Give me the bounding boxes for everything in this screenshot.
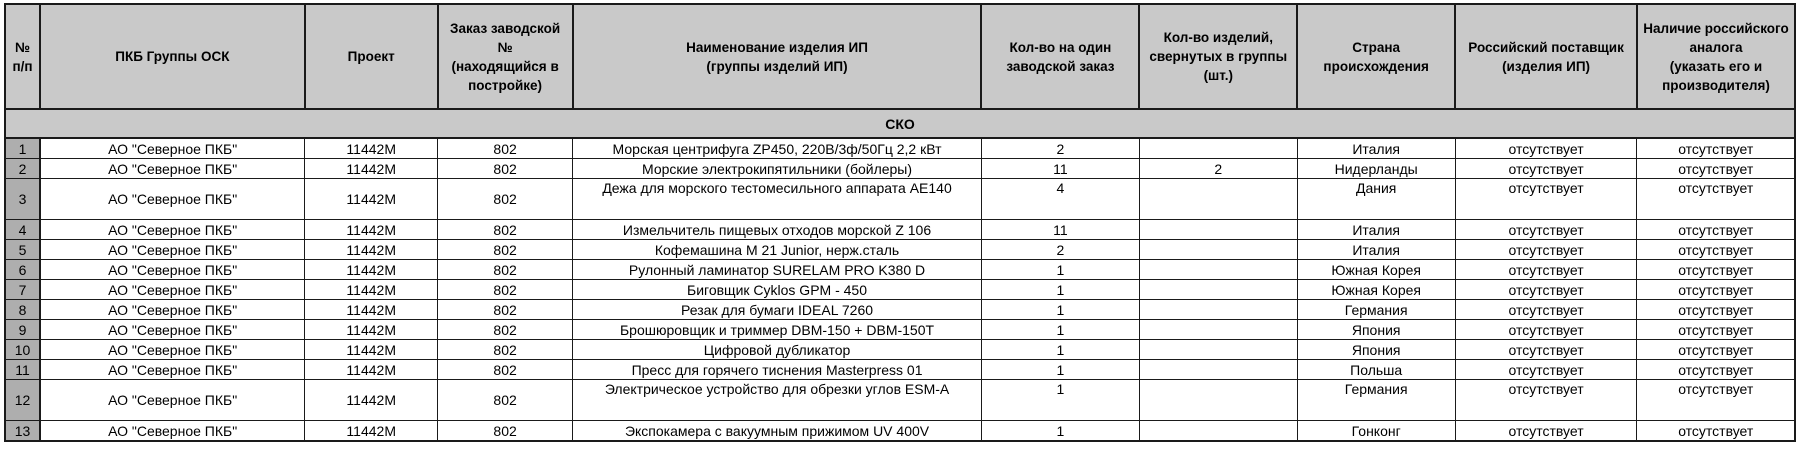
row-number[interactable]: 4 xyxy=(5,220,40,240)
section-label[interactable]: СКО xyxy=(5,109,1795,138)
cell-country[interactable]: Италия xyxy=(1297,240,1455,260)
cell-russian-analog[interactable]: отсутствует xyxy=(1637,280,1795,300)
cell-qty-per-order[interactable]: 1 xyxy=(981,340,1139,360)
cell-order[interactable]: 802 xyxy=(438,380,573,421)
cell-qty-per-order[interactable]: 1 xyxy=(981,320,1139,340)
cell-order[interactable]: 802 xyxy=(438,179,573,220)
table-row xyxy=(5,220,1795,240)
cell-russian-supplier[interactable]: отсутствует xyxy=(1455,260,1637,280)
cell-item-name[interactable]: Резак для бумаги IDEAL 7260 xyxy=(573,300,982,320)
cell-grouped-qty[interactable] xyxy=(1139,179,1297,220)
row-number[interactable]: 11 xyxy=(5,360,40,380)
cell-order[interactable]: 802 xyxy=(438,159,573,179)
cell-project[interactable]: 11442М xyxy=(305,220,438,240)
cell-russian-supplier[interactable]: отсутствует xyxy=(1455,159,1637,179)
table-row xyxy=(5,320,1795,340)
cell-grouped-qty[interactable] xyxy=(1139,300,1297,320)
cell-russian-supplier[interactable]: отсутствует xyxy=(1455,220,1637,240)
cell-russian-analog[interactable]: отсутствует xyxy=(1637,179,1795,220)
table-row xyxy=(5,300,1795,320)
cell-grouped-qty[interactable] xyxy=(1139,260,1297,280)
cell-item-name[interactable]: Дежа для морского тестомесильного аппарата АЕ140 xyxy=(573,179,982,220)
cell-country[interactable]: Италия xyxy=(1297,138,1455,159)
cell-country[interactable]: Япония xyxy=(1297,320,1455,340)
cell-qty-per-order[interactable]: 1 xyxy=(981,421,1139,442)
cell-russian-supplier[interactable]: отсутствует xyxy=(1455,320,1637,340)
cell-russian-analog[interactable]: отсутствует xyxy=(1637,220,1795,240)
cell-project[interactable]: 11442М xyxy=(305,138,438,159)
cell-pkb[interactable]: АО "Северное ПКБ" xyxy=(40,220,305,240)
table-row xyxy=(5,340,1795,360)
cell-russian-analog[interactable]: отсутствует xyxy=(1637,360,1795,380)
cell-grouped-qty[interactable] xyxy=(1139,320,1297,340)
table-row xyxy=(5,360,1795,380)
cell-country[interactable]: Южная Корея xyxy=(1297,260,1455,280)
cell-pkb[interactable]: АО "Северное ПКБ" xyxy=(40,138,305,159)
cell-project[interactable]: 11442М xyxy=(305,360,438,380)
col-header-grouped-qty[interactable]: Кол-во изделий, свернутых в группы (шт.) xyxy=(1139,4,1297,109)
cell-project[interactable]: 11442М xyxy=(305,280,438,300)
cell-country[interactable]: Нидерланды xyxy=(1297,159,1455,179)
table-row xyxy=(5,240,1795,260)
row-number[interactable]: 9 xyxy=(5,320,40,340)
cell-russian-analog[interactable]: отсутствует xyxy=(1637,138,1795,159)
cell-qty-per-order[interactable]: 1 xyxy=(981,300,1139,320)
cell-qty-per-order[interactable]: 11 xyxy=(981,159,1139,179)
cell-pkb[interactable]: АО "Северное ПКБ" xyxy=(40,300,305,320)
cell-grouped-qty[interactable] xyxy=(1139,240,1297,260)
cell-order[interactable]: 802 xyxy=(438,260,573,280)
cell-order[interactable]: 802 xyxy=(438,360,573,380)
cell-grouped-qty[interactable] xyxy=(1139,138,1297,159)
row-number[interactable]: 2 xyxy=(5,159,40,179)
col-header-project[interactable]: Проект xyxy=(305,4,438,109)
cell-project[interactable]: 11442М xyxy=(305,179,438,220)
row-number[interactable]: 3 xyxy=(5,179,40,220)
cell-qty-per-order[interactable]: 1 xyxy=(981,280,1139,300)
cell-item-name[interactable]: Измельчитель пищевых отходов морской Z 106 xyxy=(573,220,982,240)
cell-russian-supplier[interactable]: отсутствует xyxy=(1455,138,1637,159)
cell-pkb[interactable]: АО "Северное ПКБ" xyxy=(40,360,305,380)
cell-pkb[interactable]: АО "Северное ПКБ" xyxy=(40,421,305,442)
cell-order[interactable]: 802 xyxy=(438,220,573,240)
cell-russian-supplier[interactable]: отсутствует xyxy=(1455,340,1637,360)
cell-project[interactable]: 11442М xyxy=(305,380,438,421)
row-number[interactable]: 5 xyxy=(5,240,40,260)
row-number[interactable]: 13 xyxy=(5,421,40,442)
col-header-qty-per-order[interactable]: Кол-во на один заводской заказ xyxy=(981,4,1139,109)
table-row xyxy=(5,380,1795,421)
row-number[interactable]: 12 xyxy=(5,380,40,421)
cell-russian-supplier[interactable]: отсутствует xyxy=(1455,300,1637,320)
cell-russian-supplier[interactable]: отсутствует xyxy=(1455,240,1637,260)
section-row xyxy=(5,109,1795,138)
row-number[interactable]: 7 xyxy=(5,280,40,300)
cell-order[interactable]: 802 xyxy=(438,240,573,260)
cell-project[interactable]: 11442М xyxy=(305,240,438,260)
cell-qty-per-order[interactable]: 1 xyxy=(981,360,1139,380)
col-header-item-name[interactable]: Наименование изделия ИП (группы изделий ИП) xyxy=(573,4,982,109)
cell-russian-analog[interactable]: отсутствует xyxy=(1637,340,1795,360)
cell-project[interactable]: 11442М xyxy=(305,320,438,340)
cell-project[interactable]: 11442М xyxy=(305,421,438,442)
cell-russian-analog[interactable]: отсутствует xyxy=(1637,260,1795,280)
cell-item-name[interactable]: Электрическое устройство для обрезки углов ESM-A xyxy=(573,380,982,421)
imported-products-table xyxy=(4,3,1796,442)
cell-country[interactable]: Япония xyxy=(1297,340,1455,360)
row-number[interactable]: 8 xyxy=(5,300,40,320)
cell-order[interactable]: 802 xyxy=(438,300,573,320)
cell-russian-supplier[interactable]: отсутствует xyxy=(1455,421,1637,442)
cell-country[interactable]: Италия xyxy=(1297,220,1455,240)
table-row xyxy=(5,138,1795,159)
cell-country[interactable]: Южная Корея xyxy=(1297,280,1455,300)
cell-item-name[interactable]: Кофемашина M 21 Junior, нерж.сталь xyxy=(573,240,982,260)
cell-project[interactable]: 11442М xyxy=(305,300,438,320)
cell-grouped-qty[interactable] xyxy=(1139,340,1297,360)
cell-project[interactable]: 11442М xyxy=(305,260,438,280)
cell-qty-per-order[interactable]: 11 xyxy=(981,220,1139,240)
cell-russian-analog[interactable]: отсутствует xyxy=(1637,421,1795,442)
cell-grouped-qty[interactable] xyxy=(1139,280,1297,300)
col-header-order[interactable]: Заказ заводской № (находящийся в постройке) xyxy=(438,4,573,109)
cell-grouped-qty[interactable] xyxy=(1139,220,1297,240)
col-header-number[interactable]: № п/п xyxy=(5,4,40,109)
cell-qty-per-order[interactable]: 2 xyxy=(981,138,1139,159)
cell-pkb[interactable]: АО "Северное ПКБ" xyxy=(40,240,305,260)
cell-country[interactable]: Дания xyxy=(1297,179,1455,220)
cell-pkb[interactable]: АО "Северное ПКБ" xyxy=(40,159,305,179)
cell-russian-analog[interactable]: отсутствует xyxy=(1637,240,1795,260)
table-row xyxy=(5,260,1795,280)
cell-russian-analog[interactable]: отсутствует xyxy=(1637,380,1795,421)
cell-item-name[interactable]: Брошюровщик и триммер DBM-150 + DBM-150T xyxy=(573,320,982,340)
cell-order[interactable]: 802 xyxy=(438,320,573,340)
cell-grouped-qty[interactable] xyxy=(1139,360,1297,380)
cell-pkb[interactable]: АО "Северное ПКБ" xyxy=(40,340,305,360)
cell-pkb[interactable]: АО "Северное ПКБ" xyxy=(40,320,305,340)
cell-country[interactable]: Гонконг xyxy=(1297,421,1455,442)
cell-item-name[interactable]: Экспокамера с вакуумным прижимом UV 400V xyxy=(573,421,982,442)
cell-order[interactable]: 802 xyxy=(438,340,573,360)
cell-pkb[interactable]: АО "Северное ПКБ" xyxy=(40,179,305,220)
cell-grouped-qty[interactable] xyxy=(1139,380,1297,421)
table-row xyxy=(5,159,1795,179)
cell-item-name[interactable]: Цифровой дубликатор xyxy=(573,340,982,360)
cell-russian-supplier[interactable]: отсутствует xyxy=(1455,280,1637,300)
cell-item-name[interactable]: Пресс для горячего тиснения Masterpress 01 xyxy=(573,360,982,380)
cell-grouped-qty[interactable] xyxy=(1139,421,1297,442)
cell-pkb[interactable]: АО "Северное ПКБ" xyxy=(40,380,305,421)
cell-russian-supplier[interactable]: отсутствует xyxy=(1455,179,1637,220)
cell-qty-per-order[interactable]: 1 xyxy=(981,260,1139,280)
row-number[interactable]: 1 xyxy=(5,138,40,159)
table-row xyxy=(5,280,1795,300)
table-row xyxy=(5,421,1795,442)
cell-pkb[interactable]: АО "Северное ПКБ" xyxy=(40,280,305,300)
cell-item-name[interactable]: Морская центрифуга ZP450, 220В/3ф/50Гц 2,2 кВт xyxy=(573,138,982,159)
cell-grouped-qty[interactable]: 2 xyxy=(1139,159,1297,179)
cell-pkb[interactable]: АО "Северное ПКБ" xyxy=(40,260,305,280)
row-number[interactable]: 10 xyxy=(5,340,40,360)
table-row xyxy=(5,179,1795,220)
cell-country[interactable]: Германия xyxy=(1297,380,1455,421)
cell-russian-analog[interactable]: отсутствует xyxy=(1637,159,1795,179)
col-header-russian-analog[interactable]: Наличие российского аналога (указать его и производителя) xyxy=(1637,4,1795,109)
cell-order[interactable]: 802 xyxy=(438,421,573,442)
cell-qty-per-order[interactable]: 2 xyxy=(981,240,1139,260)
cell-project[interactable]: 11442М xyxy=(305,159,438,179)
cell-country[interactable]: Германия xyxy=(1297,300,1455,320)
cell-qty-per-order[interactable]: 1 xyxy=(981,380,1139,421)
cell-russian-analog[interactable]: отсутствует xyxy=(1637,320,1795,340)
col-header-pkb[interactable]: ПКБ Группы ОСК xyxy=(40,4,305,109)
cell-project[interactable]: 11442М xyxy=(305,340,438,360)
cell-qty-per-order[interactable]: 4 xyxy=(981,179,1139,220)
spreadsheet xyxy=(4,3,1796,442)
cell-order[interactable]: 802 xyxy=(438,280,573,300)
cell-item-name[interactable]: Рулонный ламинатор SURELAM PRO K380 D xyxy=(573,260,982,280)
cell-russian-supplier[interactable]: отсутствует xyxy=(1455,380,1637,421)
row-number[interactable]: 6 xyxy=(5,260,40,280)
cell-country[interactable]: Польша xyxy=(1297,360,1455,380)
cell-item-name[interactable]: Биговщик Cyklos GPM - 450 xyxy=(573,280,982,300)
cell-russian-supplier[interactable]: отсутствует xyxy=(1455,360,1637,380)
col-header-country[interactable]: Страна происхождения xyxy=(1297,4,1455,109)
col-header-russian-supplier[interactable]: Российский поставщик (изделия ИП) xyxy=(1455,4,1637,109)
cell-item-name[interactable]: Морские электрокипятильники (бойлеры) xyxy=(573,159,982,179)
cell-order[interactable]: 802 xyxy=(438,138,573,159)
cell-russian-analog[interactable]: отсутствует xyxy=(1637,300,1795,320)
header-row xyxy=(5,4,1795,109)
